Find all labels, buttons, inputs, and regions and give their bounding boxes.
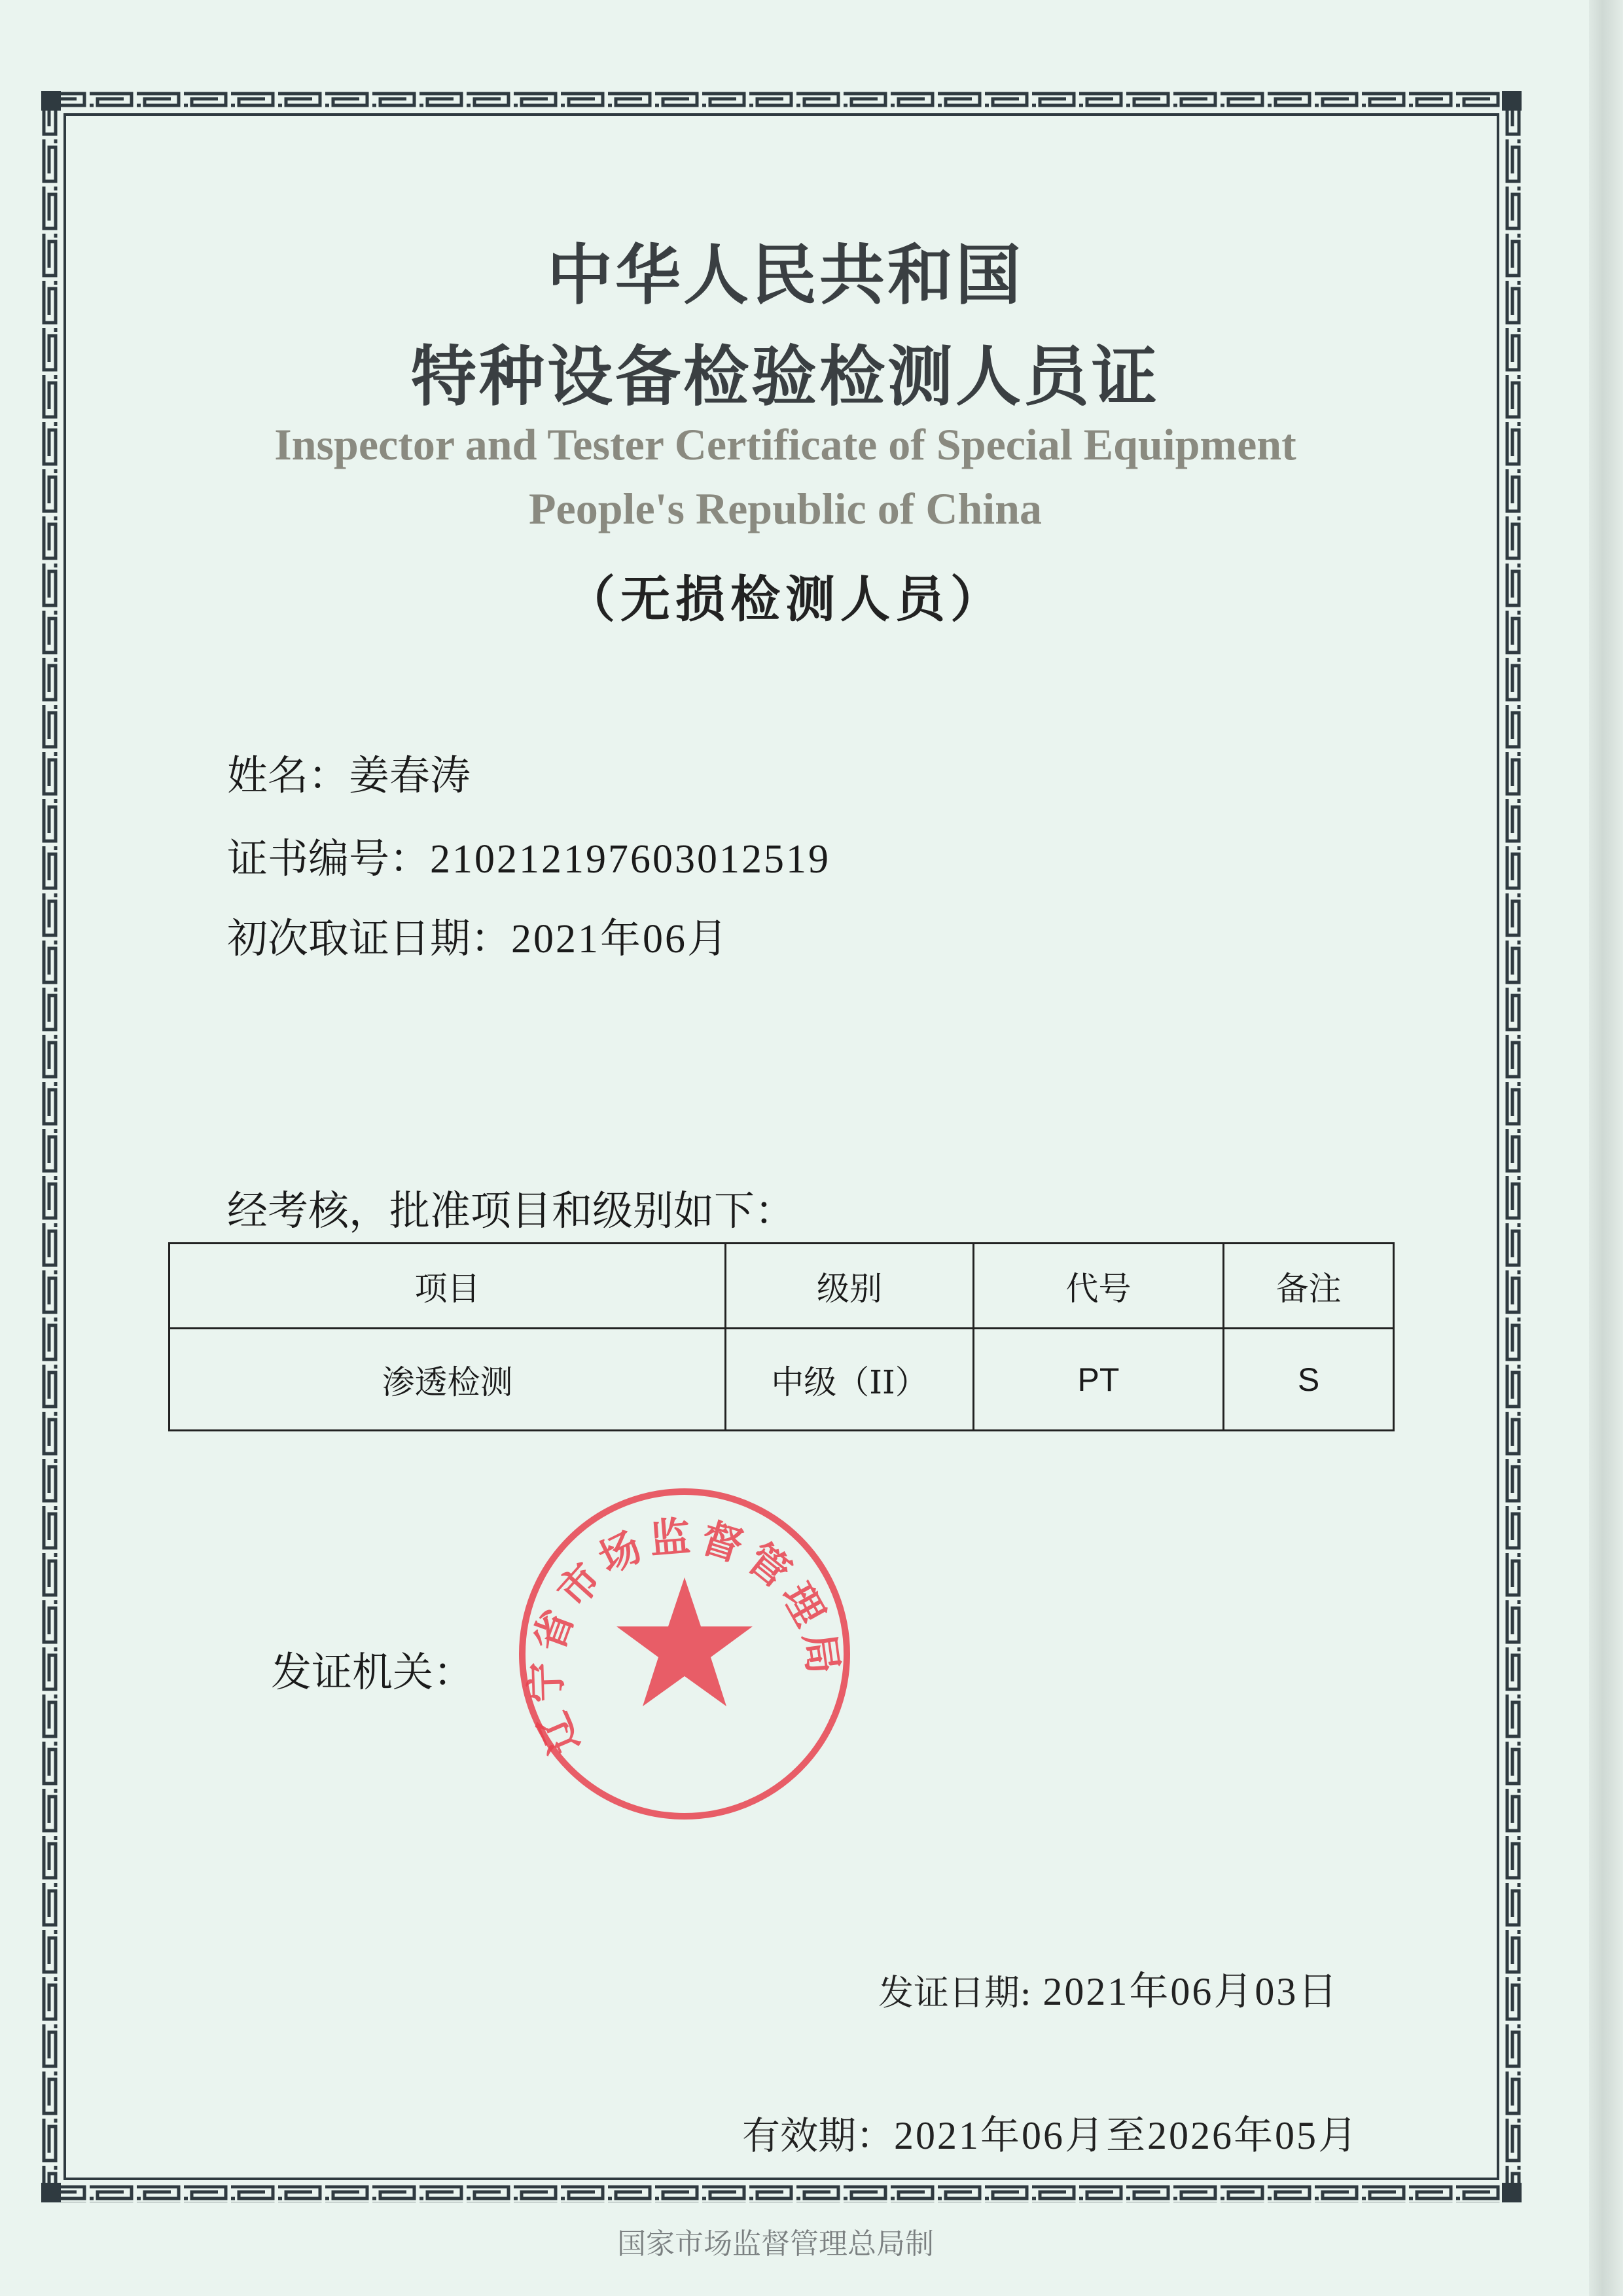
issue-date-field	[878, 1960, 1339, 2017]
validity-label: 有效期：	[742, 2113, 895, 2158]
cert-number-label: 证书编号：	[227, 834, 431, 882]
header-code: 代号	[974, 1244, 1224, 1329]
name-value: 姜春涛	[349, 751, 471, 799]
title-english: Inspector and Tester Certificate of Special Equipment	[274, 420, 1296, 469]
table-row	[169, 1329, 1394, 1431]
cert-number-field	[227, 826, 830, 884]
issue-date-label: 发证日期:	[878, 1972, 1032, 2013]
certificate-category: （无损检测人员）	[565, 570, 1005, 628]
header-remark: 备注	[1224, 1244, 1394, 1329]
issuing-authority-footer: 国家市场监督管理总局制	[617, 2227, 934, 2261]
issue-date-value: 2021年06月03日	[1043, 1970, 1340, 2013]
official-seal	[516, 1486, 853, 1822]
name-label: 姓名：	[227, 751, 349, 799]
cell-item: 渗透检测	[169, 1329, 726, 1431]
issuer-label: 发证机关：	[271, 1648, 474, 1696]
cell-code: PT	[974, 1329, 1224, 1431]
cell-remark: S	[1224, 1329, 1394, 1431]
first-issue-field	[227, 906, 730, 964]
name-field	[227, 743, 471, 801]
approval-table	[168, 1242, 1395, 1431]
svg-text:辽宁省市场监督管理局: 辽宁省市场监督管理局	[522, 1511, 849, 1761]
cert-number-value: 210212197603012519	[430, 837, 831, 882]
cell-level: 中级（II）	[726, 1329, 974, 1431]
first-issue-label: 初次取证日期：	[227, 914, 512, 962]
header-item: 项目	[169, 1244, 726, 1329]
table-header-row	[169, 1244, 1394, 1329]
title-english-country: People's Republic of China	[529, 484, 1042, 533]
header-level: 级别	[726, 1244, 974, 1329]
scan-edge	[1589, 0, 1623, 2296]
title-country: 中华人民共和国	[547, 237, 1024, 314]
validity-value: 2021年06月至2026年05月	[894, 2114, 1360, 2157]
title-certificate: 特种设备检验检测人员证	[411, 338, 1160, 415]
validity-field	[742, 2104, 1359, 2161]
approval-intro: 经考核，批准项目和级别如下：	[227, 1187, 796, 1234]
first-issue-value: 2021年06月	[511, 917, 730, 961]
